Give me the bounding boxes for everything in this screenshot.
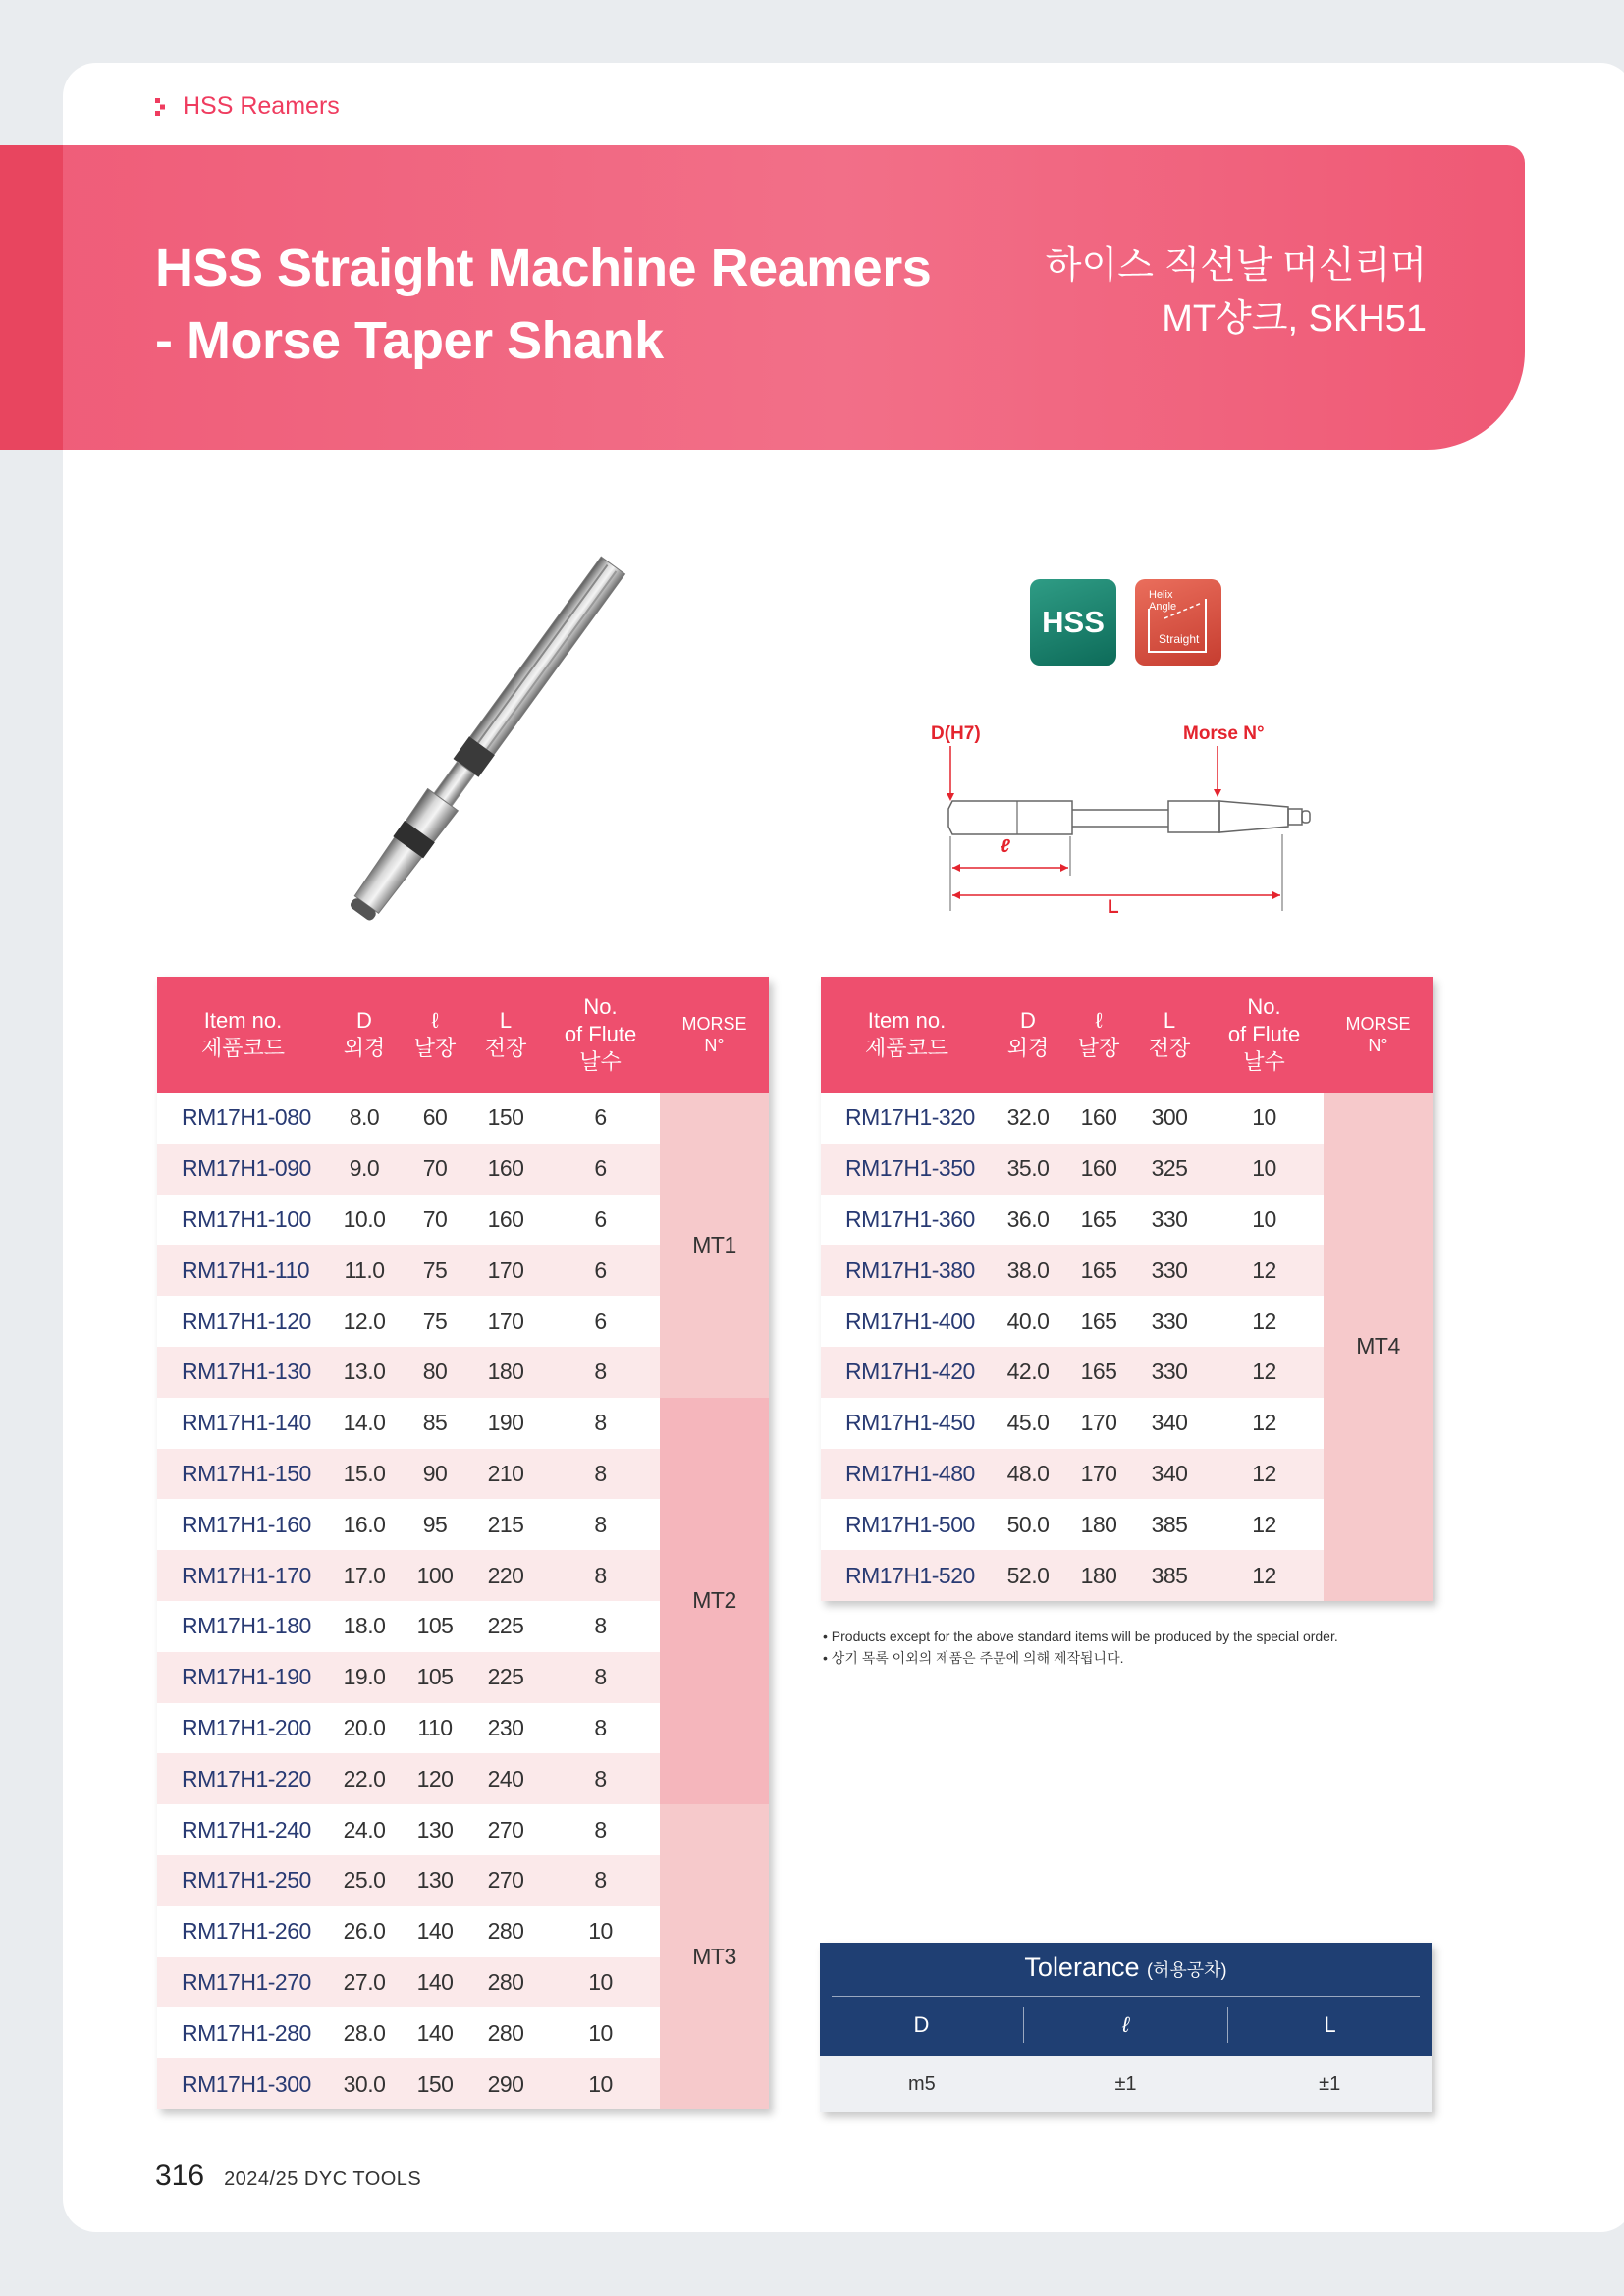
col-diameter — [329, 977, 400, 1093]
overall-length-cell: 280 — [470, 1957, 541, 2008]
item-code-cell: RM17H1-240 — [157, 1804, 329, 1855]
helix-badge-label: Straight — [1159, 632, 1200, 646]
item-code-cell: RM17H1-190 — [157, 1652, 329, 1703]
col-morse — [660, 977, 769, 1093]
morse-label: Morse N° — [1183, 723, 1265, 744]
page-title — [155, 232, 931, 377]
diameter-cell: 52.0 — [993, 1550, 1063, 1601]
page-footer — [155, 2160, 421, 2193]
note-korean: • 상기 목록 이외의 제품은 주문에 의해 제작됩니다. — [823, 1650, 1124, 1666]
col-overall-length-ko: 전장 — [1148, 1036, 1191, 1060]
flute-length-cell: 165 — [1063, 1195, 1134, 1246]
col-morse-line1: MORSE — [681, 1014, 747, 1034]
item-code-cell: RM17H1-110 — [157, 1245, 329, 1296]
title-ko-line-2: MT샹크, SKH51 — [1162, 298, 1427, 340]
col-flutes — [541, 977, 660, 1093]
flute-length-cell: 140 — [400, 2007, 470, 2058]
overall-length-cell: 340 — [1134, 1398, 1205, 1449]
morse-taper-cell: MT3 — [660, 1804, 769, 2109]
item-code-cell: RM17H1-080 — [157, 1093, 329, 1144]
overall-length-cell: 215 — [470, 1499, 541, 1550]
item-code-cell: RM17H1-100 — [157, 1195, 329, 1246]
diameter-cell: 28.0 — [329, 2007, 400, 2058]
item-code-cell: RM17H1-200 — [157, 1703, 329, 1754]
overall-length-cell: 160 — [470, 1144, 541, 1195]
flute-count-cell: 8 — [541, 1804, 660, 1855]
flute-count-cell: 12 — [1205, 1245, 1324, 1296]
flute-length-cell: 75 — [400, 1245, 470, 1296]
overall-length-cell: 220 — [470, 1550, 541, 1601]
morse-taper-cell: MT4 — [1324, 1093, 1433, 1601]
col-overall-length-ko: 전장 — [484, 1036, 527, 1060]
helix-angle-badge — [1135, 579, 1221, 666]
tolerance-val-flute-length: ±1 — [1114, 2073, 1137, 2095]
diameter-cell: 36.0 — [993, 1195, 1063, 1246]
item-code-cell: RM17H1-220 — [157, 1753, 329, 1804]
helix-badge-line-1: Helix — [1149, 589, 1173, 601]
col-diameter — [993, 977, 1063, 1093]
flute-length-cell: 105 — [400, 1601, 470, 1652]
col-diameter-ko: 외경 — [343, 1036, 386, 1060]
diameter-label: D(H7) — [931, 723, 981, 744]
spec-table-left — [157, 977, 769, 2109]
flute-count-cell: 8 — [541, 1550, 660, 1601]
flute-count-cell: 8 — [541, 1601, 660, 1652]
tolerance-header — [820, 1943, 1432, 2056]
tolerance-table — [820, 1943, 1432, 2112]
col-flutes-line2: of Flute — [1227, 1022, 1301, 1046]
flute-count-cell: 8 — [541, 1753, 660, 1804]
tolerance-title-en: Tolerance — [1024, 1952, 1140, 1982]
flute-length-cell: 160 — [1063, 1093, 1134, 1144]
col-flutes-line1: No. — [1247, 994, 1281, 1019]
spec-table-right — [821, 977, 1433, 1601]
title-ko-line-1: 하이스 직선날 머신리머 — [1045, 245, 1427, 287]
overall-length-cell: 340 — [1134, 1449, 1205, 1500]
flute-count-cell: 6 — [541, 1144, 660, 1195]
flute-length-cell: 165 — [1063, 1347, 1134, 1398]
col-flute-length-en: ℓ — [431, 1008, 439, 1033]
col-item-no-en: Item no. — [203, 1008, 283, 1033]
item-code-cell: RM17H1-250 — [157, 1855, 329, 1906]
tolerance-col-flute-length: ℓ — [1023, 2007, 1227, 2043]
diameter-cell: 35.0 — [993, 1144, 1063, 1195]
tolerance-title — [820, 1952, 1432, 1983]
table-row — [157, 1093, 769, 1144]
overall-length-cell: 300 — [1134, 1093, 1205, 1144]
item-code-cell: RM17H1-180 — [157, 1601, 329, 1652]
diameter-cell: 26.0 — [329, 1906, 400, 1957]
overall-length-cell: 170 — [470, 1245, 541, 1296]
flute-count-cell: 10 — [541, 2007, 660, 2058]
page-number: 316 — [155, 2160, 205, 2192]
flute-length-cell: 165 — [1063, 1296, 1134, 1347]
diameter-cell: 14.0 — [329, 1398, 400, 1449]
diameter-cell: 9.0 — [329, 1144, 400, 1195]
item-code-cell: RM17H1-500 — [821, 1499, 993, 1550]
flute-length-cell: 160 — [1063, 1144, 1134, 1195]
overall-length-cell: 330 — [1134, 1195, 1205, 1246]
overall-length-cell: 225 — [470, 1652, 541, 1703]
flute-length-cell: 70 — [400, 1195, 470, 1246]
overall-length-cell: 280 — [470, 2007, 541, 2058]
item-code-cell: RM17H1-090 — [157, 1144, 329, 1195]
flute-length-cell: 120 — [400, 1753, 470, 1804]
flute-count-cell: 10 — [1205, 1144, 1324, 1195]
col-flutes — [1205, 977, 1324, 1093]
col-flutes-ko: 날수 — [579, 1049, 622, 1074]
diameter-cell: 20.0 — [329, 1703, 400, 1754]
col-overall-length-en: L — [1163, 1008, 1176, 1033]
diameter-cell: 25.0 — [329, 1855, 400, 1906]
flute-length-cell: 100 — [400, 1550, 470, 1601]
flute-count-cell: 6 — [541, 1195, 660, 1246]
overall-length-cell: 280 — [470, 1906, 541, 1957]
col-flute-length-en: ℓ — [1095, 1008, 1103, 1033]
flute-count-cell: 8 — [541, 1499, 660, 1550]
flute-count-cell: 12 — [1205, 1347, 1324, 1398]
flute-length-cell: 105 — [400, 1652, 470, 1703]
overall-length-cell: 160 — [470, 1195, 541, 1246]
flute-count-cell: 10 — [541, 2058, 660, 2109]
diameter-cell: 38.0 — [993, 1245, 1063, 1296]
table-row — [157, 1804, 769, 1855]
col-diameter-ko: 외경 — [1006, 1036, 1050, 1060]
col-flutes-line2: of Flute — [564, 1022, 637, 1046]
flute-length-cell: 180 — [1063, 1499, 1134, 1550]
flute-count-cell: 12 — [1205, 1550, 1324, 1601]
diameter-cell: 45.0 — [993, 1398, 1063, 1449]
diameter-cell: 11.0 — [329, 1245, 400, 1296]
diameter-cell: 13.0 — [329, 1347, 400, 1398]
reamer-product-photo — [236, 530, 746, 942]
col-item-no — [821, 977, 993, 1093]
item-code-cell: RM17H1-480 — [821, 1449, 993, 1500]
flute-count-cell: 6 — [541, 1245, 660, 1296]
diameter-cell: 8.0 — [329, 1093, 400, 1144]
item-code-cell: RM17H1-130 — [157, 1347, 329, 1398]
col-flute-length — [400, 977, 470, 1093]
diameter-cell: 42.0 — [993, 1347, 1063, 1398]
diameter-cell: 27.0 — [329, 1957, 400, 2008]
flute-length-cell: 170 — [1063, 1398, 1134, 1449]
item-code-cell: RM17H1-150 — [157, 1449, 329, 1500]
flute-count-cell: 12 — [1205, 1296, 1324, 1347]
tolerance-val-d: m5 — [907, 2073, 936, 2095]
overall-length-cell: 225 — [470, 1601, 541, 1652]
col-overall-length — [470, 977, 541, 1093]
overall-length-cell: 190 — [470, 1398, 541, 1449]
flute-length-cell: 165 — [1063, 1245, 1134, 1296]
special-order-notes — [823, 1626, 1338, 1669]
overall-length-cell: 150 — [470, 1093, 541, 1144]
chevron-right-icon — [155, 98, 169, 116]
dimension-diagram — [923, 746, 1335, 923]
flute-length-cell: 140 — [400, 1957, 470, 2008]
diameter-cell: 32.0 — [993, 1093, 1063, 1144]
col-overall-length-en: L — [499, 1008, 513, 1033]
tolerance-divider — [832, 1996, 1420, 1997]
col-morse-line2: N° — [704, 1036, 725, 1055]
table-header-row — [821, 977, 1433, 1093]
col-flutes-line1: No. — [583, 994, 618, 1019]
breadcrumb[interactable] — [155, 92, 340, 121]
flute-length-cell: 90 — [400, 1449, 470, 1500]
overall-length-cell: 170 — [470, 1296, 541, 1347]
flute-count-cell: 8 — [541, 1855, 660, 1906]
overall-length-cell: 385 — [1134, 1499, 1205, 1550]
col-morse-line2: N° — [1368, 1036, 1388, 1055]
banner-edge — [0, 145, 63, 450]
title-line-2: - Morse Taper Shank — [155, 311, 664, 370]
flute-length-cell: 85 — [400, 1398, 470, 1449]
table-header-row — [157, 977, 769, 1093]
item-code-cell: RM17H1-120 — [157, 1296, 329, 1347]
item-code-cell: RM17H1-420 — [821, 1347, 993, 1398]
item-code-cell: RM17H1-350 — [821, 1144, 993, 1195]
item-code-cell: RM17H1-360 — [821, 1195, 993, 1246]
flute-count-cell: 10 — [1205, 1093, 1324, 1144]
hss-material-badge — [1030, 579, 1116, 666]
helix-badge-line-2: Angle — [1149, 601, 1177, 613]
diameter-cell: 50.0 — [993, 1499, 1063, 1550]
morse-taper-cell: MT2 — [660, 1398, 769, 1804]
item-code-cell: RM17H1-140 — [157, 1398, 329, 1449]
col-overall-length — [1134, 977, 1205, 1093]
col-flutes-ko: 날수 — [1243, 1049, 1285, 1074]
flute-count-cell: 10 — [541, 1906, 660, 1957]
hss-badge-label: HSS — [1042, 605, 1105, 639]
overall-length-cell: 240 — [470, 1753, 541, 1804]
tolerance-val-overall-length: ±1 — [1319, 2073, 1341, 2095]
diameter-cell: 18.0 — [329, 1601, 400, 1652]
diameter-cell: 22.0 — [329, 1753, 400, 1804]
flute-count-cell: 12 — [1205, 1398, 1324, 1449]
straight-flute-icon — [1135, 579, 1221, 666]
flute-count-cell: 8 — [541, 1449, 660, 1500]
diameter-cell: 16.0 — [329, 1499, 400, 1550]
flute-length-cell: 70 — [400, 1144, 470, 1195]
note-english: • Products except for the above standard items will be produced by the special order. — [823, 1629, 1338, 1644]
flute-length-cell: 110 — [400, 1703, 470, 1754]
item-code-cell: RM17H1-170 — [157, 1550, 329, 1601]
col-item-no — [157, 977, 329, 1093]
item-code-cell: RM17H1-300 — [157, 2058, 329, 2109]
col-item-no-ko: 제품코드 — [864, 1036, 948, 1060]
overall-length-cell: 330 — [1134, 1296, 1205, 1347]
flute-length-label: ℓ — [1001, 836, 1010, 857]
overall-length-cell: 270 — [470, 1804, 541, 1855]
col-item-no-ko: 제품코드 — [200, 1036, 285, 1060]
tolerance-col-d: D — [913, 2012, 930, 2037]
diameter-cell: 10.0 — [329, 1195, 400, 1246]
col-diameter-en: D — [356, 1008, 372, 1033]
item-code-cell: RM17H1-270 — [157, 1957, 329, 2008]
tolerance-values-row — [820, 2056, 1432, 2112]
overall-length-cell: 325 — [1134, 1144, 1205, 1195]
overall-length-label: L — [1108, 897, 1119, 918]
table-row — [821, 1093, 1433, 1144]
diameter-cell: 19.0 — [329, 1652, 400, 1703]
overall-length-cell: 290 — [470, 2058, 541, 2109]
flute-count-cell: 10 — [541, 1957, 660, 2008]
diameter-cell: 40.0 — [993, 1296, 1063, 1347]
flute-length-cell: 75 — [400, 1296, 470, 1347]
flute-length-cell: 80 — [400, 1347, 470, 1398]
table-row — [157, 1398, 769, 1449]
col-flute-length-ko: 날장 — [413, 1036, 457, 1060]
flute-length-cell: 130 — [400, 1855, 470, 1906]
flute-count-cell: 8 — [541, 1703, 660, 1754]
overall-length-cell: 270 — [470, 1855, 541, 1906]
flute-count-cell: 12 — [1205, 1499, 1324, 1550]
flute-count-cell: 8 — [541, 1347, 660, 1398]
item-code-cell: RM17H1-380 — [821, 1245, 993, 1296]
flute-count-cell: 8 — [541, 1652, 660, 1703]
title-line-1: HSS Straight Machine Reamers — [155, 239, 932, 297]
flute-length-cell: 130 — [400, 1804, 470, 1855]
flute-length-cell: 60 — [400, 1093, 470, 1144]
col-item-no-en: Item no. — [867, 1008, 947, 1033]
diameter-cell: 24.0 — [329, 1804, 400, 1855]
overall-length-cell: 210 — [470, 1449, 541, 1500]
flute-count-cell: 6 — [541, 1296, 660, 1347]
overall-length-cell: 180 — [470, 1347, 541, 1398]
overall-length-cell: 330 — [1134, 1245, 1205, 1296]
item-code-cell: RM17H1-260 — [157, 1906, 329, 1957]
tolerance-title-ko: (허용공차) — [1147, 1960, 1227, 1980]
breadcrumb-label: HSS Reamers — [183, 92, 340, 120]
item-code-cell: RM17H1-160 — [157, 1499, 329, 1550]
overall-length-cell: 330 — [1134, 1347, 1205, 1398]
flute-count-cell: 10 — [1205, 1195, 1324, 1246]
item-code-cell: RM17H1-320 — [821, 1093, 993, 1144]
morse-taper-cell: MT1 — [660, 1093, 769, 1398]
flute-count-cell: 8 — [541, 1398, 660, 1449]
item-code-cell: RM17H1-400 — [821, 1296, 993, 1347]
flute-length-cell: 150 — [400, 2058, 470, 2109]
flute-length-cell: 140 — [400, 1906, 470, 1957]
tolerance-col-overall-length: L — [1227, 2007, 1432, 2043]
diameter-cell: 30.0 — [329, 2058, 400, 2109]
col-diameter-en: D — [1020, 1008, 1036, 1033]
diameter-cell: 48.0 — [993, 1449, 1063, 1500]
item-code-cell: RM17H1-450 — [821, 1398, 993, 1449]
col-morse-line1: MORSE — [1345, 1014, 1411, 1034]
footer-brand: 2024/25 DYC TOOLS — [224, 2168, 422, 2190]
overall-length-cell: 230 — [470, 1703, 541, 1754]
flute-count-cell: 6 — [541, 1093, 660, 1144]
item-code-cell: RM17H1-520 — [821, 1550, 993, 1601]
col-morse — [1324, 977, 1433, 1093]
diameter-cell: 15.0 — [329, 1449, 400, 1500]
overall-length-cell: 385 — [1134, 1550, 1205, 1601]
flute-count-cell: 12 — [1205, 1449, 1324, 1500]
page-title-korean — [1046, 240, 1427, 346]
item-code-cell: RM17H1-280 — [157, 2007, 329, 2058]
flute-length-cell: 95 — [400, 1499, 470, 1550]
col-flute-length-ko: 날장 — [1077, 1036, 1120, 1060]
title-banner — [0, 145, 1525, 450]
flute-length-cell: 170 — [1063, 1449, 1134, 1500]
flute-length-cell: 180 — [1063, 1550, 1134, 1601]
tolerance-columns — [820, 2007, 1432, 2043]
diameter-cell: 17.0 — [329, 1550, 400, 1601]
diameter-cell: 12.0 — [329, 1296, 400, 1347]
col-flute-length — [1063, 977, 1134, 1093]
